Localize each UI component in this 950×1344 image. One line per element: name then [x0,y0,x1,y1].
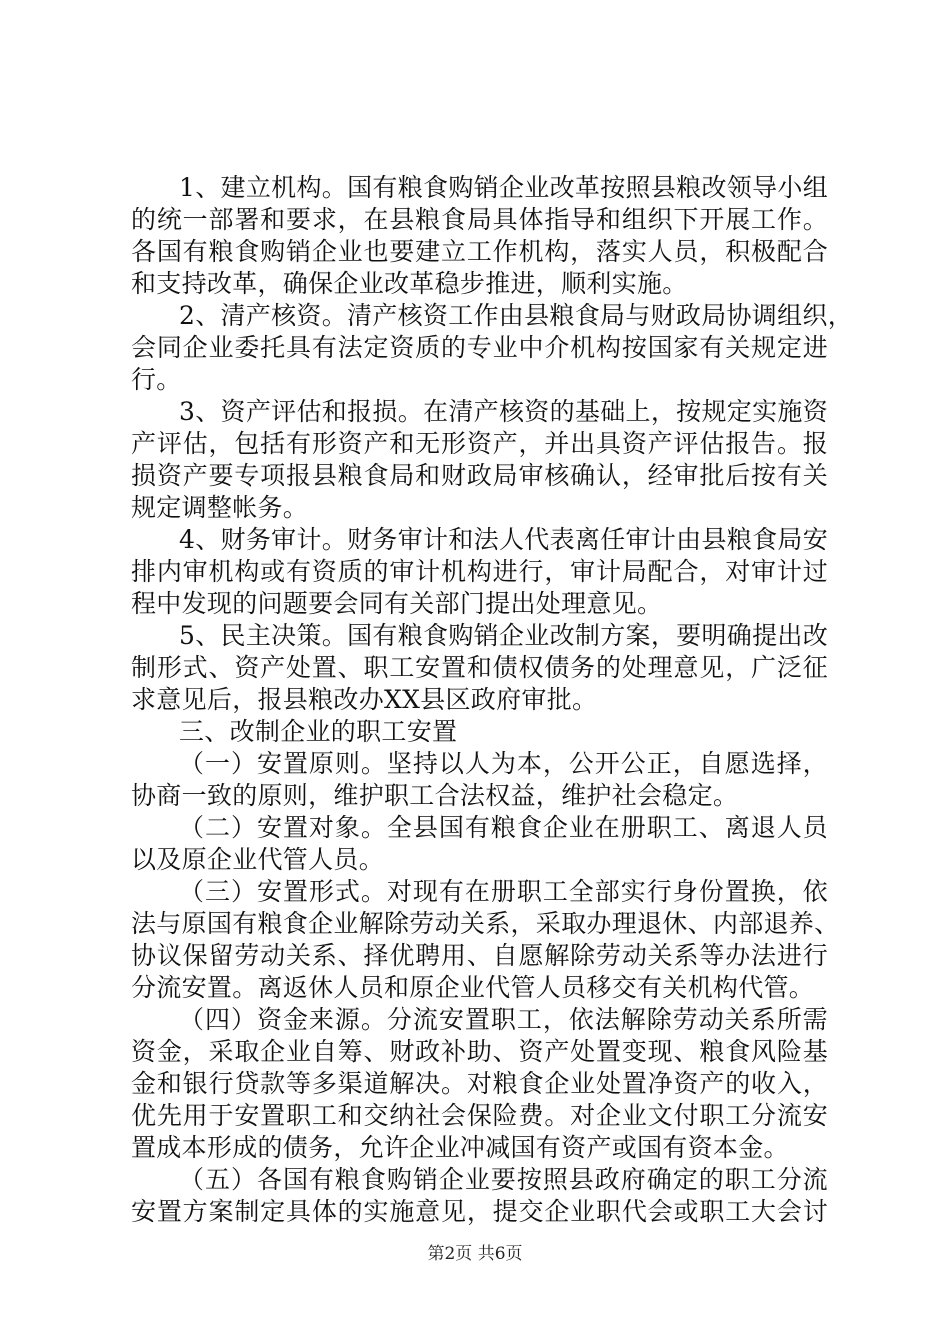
text-line: 损资产要专项报县粮食局和财政局审核确认，经审批后按有关 [131,461,828,490]
text-line: 制形式、资产处置、职工安置和债权债务的处理意见，广泛征 [131,653,828,682]
text-line: 法与原国有粮食企业解除劳动关系，采取办理退休、内部退养、 [131,909,840,938]
text-line: 分流安置。离返休人员和原企业代管人员移交有关机构代管。 [131,973,815,1002]
text-line: 求意见后，报县粮改办XX县区政府审批。 [131,685,598,714]
text-line: （一）安置原则。坚持以人为本，公开公正，自愿选择， [179,749,828,778]
text-line: 2、清产核资。清产核资工作由县粮食局与财政局协调组织， [179,301,854,330]
text-line: 协议保留劳动关系、择优聘用、自愿解除劳动关系等办法进行 [131,941,828,970]
text-line: （二）安置对象。全县国有粮食企业在册职工、离退人员 [179,813,828,842]
text-line: 5、民主决策。国有粮食购销企业改制方案，要明确提出改 [179,621,828,650]
text-line: 会同企业委托具有法定资质的专业中介机构按国家有关规定进 [131,333,828,362]
text-line: 产评估，包括有形资产和无形资产，并出具资产评估报告。报 [131,429,828,458]
document-body [131,172,854,1228]
text-line: 3、资产评估和报损。在清产核资的基础上，按规定实施资 [179,397,828,426]
text-line: 行。 [131,365,182,394]
text-line: 排内审机构或有资质的审计机构进行，审计局配合，对审计过 [131,557,828,586]
text-line: 和支持改革，确保企业改革稳步推进，顺利实施。 [131,269,688,298]
text-line: 协商一致的原则，维护职工合法权益，维护社会稳定。 [131,781,739,810]
page-footer: 第2页 共6页 [427,1244,523,1264]
text-line: 4、财务审计。财务审计和法人代表离任审计由县粮食局安 [179,525,828,554]
text-line: 的统一部署和要求，在县粮食局具体指导和组织下开展工作。 [131,205,828,234]
text-line: 安置方案制定具体的实施意见，提交企业职代会或职工大会讨 [131,1197,828,1226]
text-line: 资金，采取企业自筹、财政补助、资产处置变现、粮食风险基 [131,1037,828,1066]
text-line: 规定调整帐务。 [131,493,309,522]
text-line: （五）各国有粮食购销企业要按照县政府确定的职工分流 [179,1165,828,1194]
text-line: 各国有粮食购销企业也要建立工作机构，落实人员，积极配合 [131,237,828,266]
text-line: （三）安置形式。对现有在册职工全部实行身份置换，依 [179,877,828,906]
text-line: （四）资金来源。分流安置职工，依法解除劳动关系所需 [179,1005,828,1034]
text-line: 程中发现的问题要会同有关部门提出处理意见。 [131,589,663,618]
text-line: 以及原企业代管人员。 [131,845,385,874]
text-line: 置成本形成的债务，允许企业冲减国有资产或国有资本金。 [131,1133,789,1162]
text-line: 1、建立机构。国有粮食购销企业改革按照县粮改领导小组 [179,173,828,202]
text-line: 优先用于安置职工和交纳社会保险费。对企业文付职工分流安 [131,1101,828,1130]
text-line: 三、改制企业的职工安置 [179,717,458,746]
text-line: 金和银行贷款等多渠道解决。对粮食企业处置净资产的收入， [131,1069,828,1098]
